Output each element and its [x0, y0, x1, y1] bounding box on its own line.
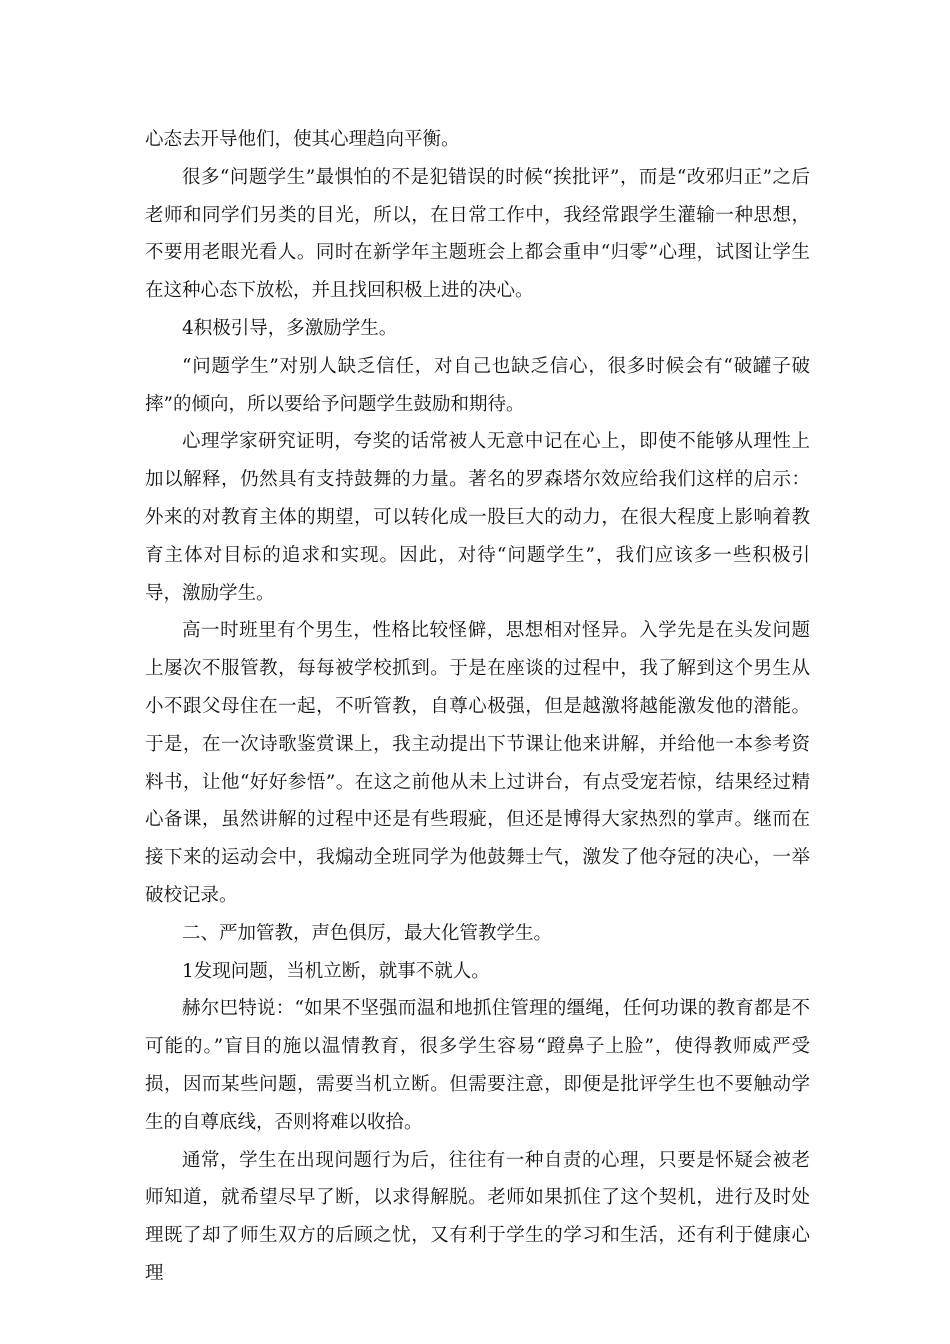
paragraph-2: 很多“问题学生”最惧怕的不是犯错误的时候“挨批评”，而是“改邪归正”之后老师和同学们另类的目光，所以，在日常工作中，我经常跟学生灌输一种思想，不要用老眼光看人。同时在新学年主题班会上都会重申“归零”心理，试图让学生在这种心态下放松，并且找回积极上进的决心。: [145, 166, 810, 302]
section-heading-4: 4积极引导，多激励学生。: [182, 317, 398, 339]
paragraph-5: 高一时班里有个男生，性格比较怪僻，思想相对怪异。入学先是在头发问题上屡次不服管教，每每被学校抓到。于是在座谈的过程中，我了解到这个男生从小不跟父母住在一起，不听管教，自尊心极强，但是越激将越能激发他的潜能。于是，在一次诗歌鉴赏课上，我主动提出下节课让他来讲解，并给他一本参考资料书，让他“好好参悟”。在这之前他从未上过讲台，有点受宠若惊，结果经过精心备课，虽然讲解的过程中还是有些瑕疵，但还是博得大家热烈的掌声。继而在接下来的运动会中，我煽动全班同学为他鼓舞士气，激发了他夺冠的决心，一举破校记录。: [145, 620, 810, 906]
paragraph-3: “问题学生”对别人缺乏信任，对自己也缺乏信心，很多时候会有“破罐子破摔”的倾向，所以要给予问题学生鼓励和期待。: [145, 355, 810, 415]
paragraph-4: 心理学家研究证明，夸奖的话常被人无意中记在心上，即使不能够从理性上加以解释，仍然具有支持鼓舞的力量。著名的罗森塔尔效应给我们这样的启示：外来的对教育主体的期望，可以转化成一股巨大的动力，在很大程度上影响着教育主体对目标的追求和实现。因此，对待“问题学生”，我们应该多一些积极引导，激励学生。: [145, 431, 810, 604]
document-page: [145, 121, 810, 1293]
paragraph-7: 通常，学生在出现问题行为后，往往有一种自责的心理，只要是怀疑会被老师知道，就希望尽早了断，以求得解脱。老师如果抓住了这个契机，进行及时处理既了却了师生双方的后顾之忧，又有利于学生的学习和生活，还有利于健康心理: [145, 1149, 810, 1284]
paragraph-1: 心态去开导他们，使其心理趋向平衡。: [145, 129, 460, 150]
subsection-heading-1: 1发现问题，当机立断，就事不就人。: [182, 960, 490, 982]
section-heading-2: 二、严加管教，声色俱厉，最大化管教学生。: [182, 922, 553, 944]
paragraph-6: 赫尔巴特说：“如果不坚强而温和地抓住管理的缰绳，任何功课的教育都是不可能的。”盲目的施以温情教育，很多学生容易“蹬鼻子上脸”，使得教师威严受损，因而某些问题，需要当机立断。但需要注意，即便是批评学生也不要触动学生的自尊底线，否则将难以收拾。: [145, 998, 810, 1133]
